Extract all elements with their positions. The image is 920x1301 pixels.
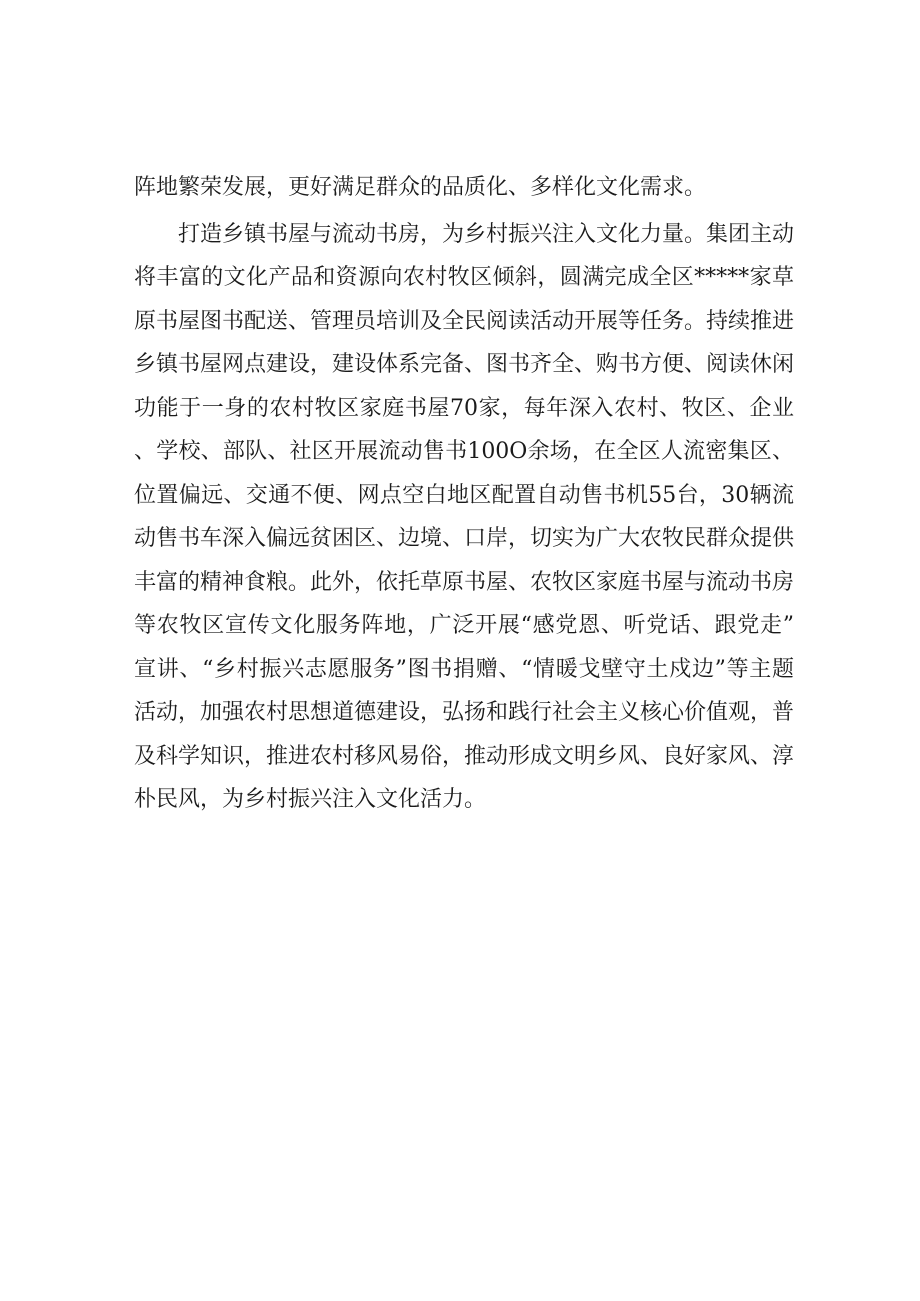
paragraph-rural-bookstores: 打造乡镇书屋与流动书房，为乡村振兴注入文化力量。集团主动将丰富的文化产品和资源向农村牧区倾斜，圆满完成全区*****家草原书屋图书配送、管理员培训及全民阅读活动开展等任务。持续推进乡镇书屋网点建设，建设体系完备、图书齐全、购书方便、阅读休闲功能于一身的农村牧区家庭书屋70家，每年深入农村、牧区、企业、学校、部队、社区开展流动售书100O余场，在全区人流密集区、位置偏远、交通不便、网点空白地区配置自动售书机55台，30辆流动售书车深入偏远贫困区、边境、口岸，切实为广大农牧民群众提供丰富的精神食粮。此外，依托草原书屋、农牧区家庭书屋与流动书房等农牧区宣传文化服务阵地，广泛开展“感党恩、听党话、跟党走”宣讲、“乡村振兴志愿服务”图书捐赠、“情暖戈壁守土戍边”等主题活动，加强农村思想道德建设，弘扬和践行社会主义核心价值观，普及科学知识，推进农村移风易俗，推动形成文明乡风、良好家风、淳朴民风，为乡村振兴注入文化活力。 xyxy=(134,221,795,812)
document-body xyxy=(134,166,794,822)
paragraph-continued: 阵地繁荣发展，更好满足群众的品质化、多样化文化需求。 xyxy=(134,175,707,200)
